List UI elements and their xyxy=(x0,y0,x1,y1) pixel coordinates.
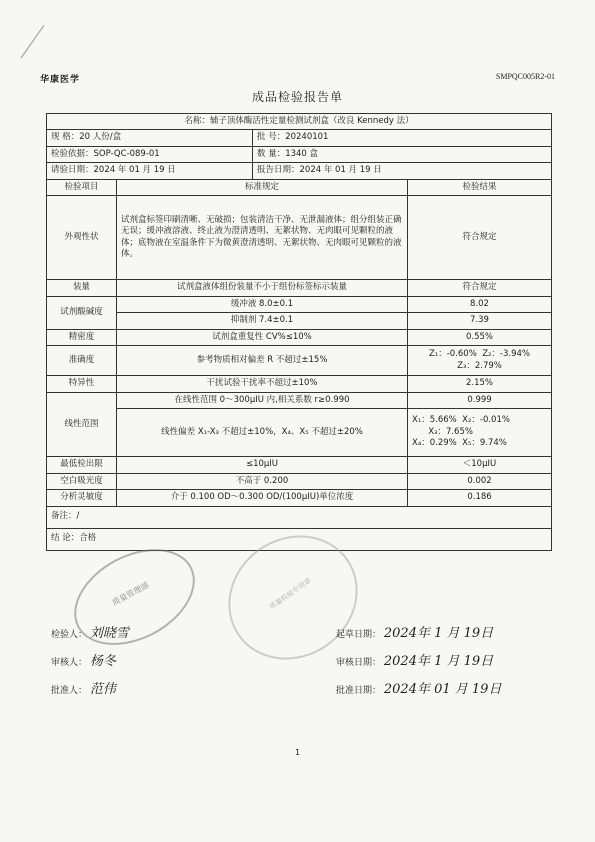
basis-field: 检验依据：SOP-QC-089-01 xyxy=(47,146,253,162)
appearance-row xyxy=(47,196,552,280)
sensitivity-standard: 介于 0.100 OD～0.300 OD/(100μIU)单位浓度 xyxy=(117,490,408,506)
specificity-result: 2.15% xyxy=(408,376,552,392)
start-date-value: 2024年 1 月 19日 xyxy=(383,626,494,641)
blank-row xyxy=(47,473,552,489)
header-standard: 标准规定 xyxy=(117,179,408,195)
ph-inhibitor-row xyxy=(47,313,552,329)
inspector-label: 检验人： xyxy=(51,630,88,640)
linearity-deviation-result xyxy=(408,409,552,457)
inspection-report-table xyxy=(46,113,552,551)
report-date-field: 报告日期：2024 年 01 月 19 日 xyxy=(253,163,552,179)
batch-field: 批 号：20240101 xyxy=(253,130,552,146)
quantity-field: 数 量：1340 盒 xyxy=(253,146,552,162)
ph-buffer-standard: 缓冲液 8.0±0.1 xyxy=(117,296,408,312)
start-date-label: 起草日期： xyxy=(336,630,382,640)
linearity-r-row xyxy=(47,392,552,408)
page-number: 1 xyxy=(294,748,301,757)
volume-item: 装量 xyxy=(47,280,117,296)
reviewer-label: 审核人： xyxy=(51,658,88,668)
precision-row xyxy=(47,329,552,345)
approve-date-value: 2024年 01 月 19日 xyxy=(383,682,502,697)
linearity-x4: X₄：0.29% xyxy=(412,438,457,449)
linearity-item: 线性范围 xyxy=(47,392,117,456)
lod-item: 最低检出限 xyxy=(47,457,117,473)
ph-inhibitor-result: 7.39 xyxy=(408,313,552,329)
ph-buffer-result: 8.02 xyxy=(408,296,552,312)
sensitivity-result: 0.186 xyxy=(408,490,552,506)
product-name-row xyxy=(47,114,552,130)
volume-result: 符合规定 xyxy=(408,280,552,296)
precision-item: 精密度 xyxy=(47,329,117,345)
volume-standard: 试剂盒液体组份装量不小于组份标签标示装量 xyxy=(117,280,408,296)
appearance-standard: 试剂盒标签印刷清晰、无破损；包装清洁干净、无泄漏液体；组分组装正确无误；缓冲液溶液、终止液为澄清透明、无絮状物、无肉眼可见颗粒的液体；底物液在室温条件下为微黄澄清透明、无絮状物、无肉眼可见颗粒的液体。 xyxy=(117,196,408,280)
document-code: SMPQC005R2-01 xyxy=(495,72,555,81)
dates-row xyxy=(47,163,552,179)
blank-item: 空白吸光度 xyxy=(47,473,117,489)
document-title: 成品检验报告单 xyxy=(251,90,343,104)
start-date-line xyxy=(336,622,493,641)
approver-line xyxy=(51,678,116,697)
accuracy-row xyxy=(47,346,552,376)
accuracy-standard: 参考物质相对偏差 R 不超过±15% xyxy=(117,346,408,376)
sensitivity-item: 分析灵敏度 xyxy=(47,490,117,506)
reviewer-signature: 杨冬 xyxy=(89,654,116,669)
approve-date-line xyxy=(336,678,501,697)
ph-buffer-row xyxy=(47,296,552,312)
linearity-deviation-standard: 线性偏差 X₁-X₃ 不超过±10%，X₄、X₅ 不超过±20% xyxy=(117,409,408,457)
accuracy-z3: Z₃：2.79% xyxy=(457,360,502,371)
blank-result: 0.002 xyxy=(408,473,552,489)
linearity-x1: X₁：5.66% xyxy=(412,415,457,426)
accuracy-result xyxy=(408,346,552,376)
spec-field: 规 格：20 人份/盒 xyxy=(47,130,253,146)
review-date-label: 审核日期： xyxy=(336,658,382,668)
approver-label: 批准人： xyxy=(51,686,88,696)
review-date-value: 2024年 1 月 19日 xyxy=(383,654,494,669)
volume-row xyxy=(47,280,552,296)
lod-result: ＜10μIU xyxy=(408,457,552,473)
spec-batch-row xyxy=(47,130,552,146)
column-header-row xyxy=(47,179,552,195)
linearity-x5: X₅：9.74% xyxy=(462,438,507,449)
accuracy-z1: Z₁：-0.60% xyxy=(428,349,477,360)
precision-standard: 试剂盒重复性 CV%≤10% xyxy=(117,329,408,345)
review-date-line xyxy=(336,650,493,669)
accuracy-z2: Z₂：-3.94% xyxy=(482,349,531,360)
appearance-item: 外观性状 xyxy=(47,196,117,280)
request-date-field: 请验日期：2024 年 01 月 19 日 xyxy=(47,163,253,179)
approver-signature: 范伟 xyxy=(89,682,116,697)
blank-standard: 不高于 0.200 xyxy=(117,473,408,489)
header-result: 检验结果 xyxy=(408,179,552,195)
department-stamp-text: 质量管理部 xyxy=(110,580,151,608)
specificity-item: 特异性 xyxy=(47,376,117,392)
lod-row xyxy=(47,457,552,473)
specificity-row xyxy=(47,376,552,392)
ph-item: 试剂酸碱度 xyxy=(47,296,117,329)
company-name: 华康医学 xyxy=(40,75,81,85)
inspector-signature: 刘晓雪 xyxy=(89,626,129,641)
remarks-row xyxy=(47,506,552,528)
linearity-x3: X₃：7.65% xyxy=(428,426,473,437)
linearity-x2: X₂：-0.01% xyxy=(462,415,510,426)
product-name: 名称：辅子顶体酶活性定量检测试剂盒（改良 Kennedy 法） xyxy=(47,114,552,130)
sensitivity-row xyxy=(47,490,552,506)
inspector-line xyxy=(51,622,129,641)
linearity-deviation-row xyxy=(47,409,552,457)
conclusion: 结 论：合格 xyxy=(47,528,552,550)
lod-standard: ≤10μIU xyxy=(117,457,408,473)
remarks: 备注：/ xyxy=(47,506,552,528)
signature-area xyxy=(46,610,551,710)
ph-inhibitor-standard: 抑制剂 7.4±0.1 xyxy=(117,313,408,329)
header-item: 检验项目 xyxy=(47,179,117,195)
basis-quantity-row xyxy=(47,146,552,162)
reviewer-line xyxy=(51,650,116,669)
appearance-result: 符合规定 xyxy=(408,196,552,280)
specificity-standard: 干扰试验干扰率不超过±10% xyxy=(117,376,408,392)
pen-stroke-mark xyxy=(21,25,63,71)
linearity-r-result: 0.999 xyxy=(408,392,552,408)
precision-result: 0.55% xyxy=(408,329,552,345)
inspection-seal-text: 质量检验专用章 xyxy=(268,576,313,612)
approve-date-label: 批准日期： xyxy=(336,686,382,696)
linearity-r-standard: 在线性范围 0～300μIU 内,相关系数 r≥0.990 xyxy=(117,392,408,408)
accuracy-item: 准确度 xyxy=(47,346,117,376)
